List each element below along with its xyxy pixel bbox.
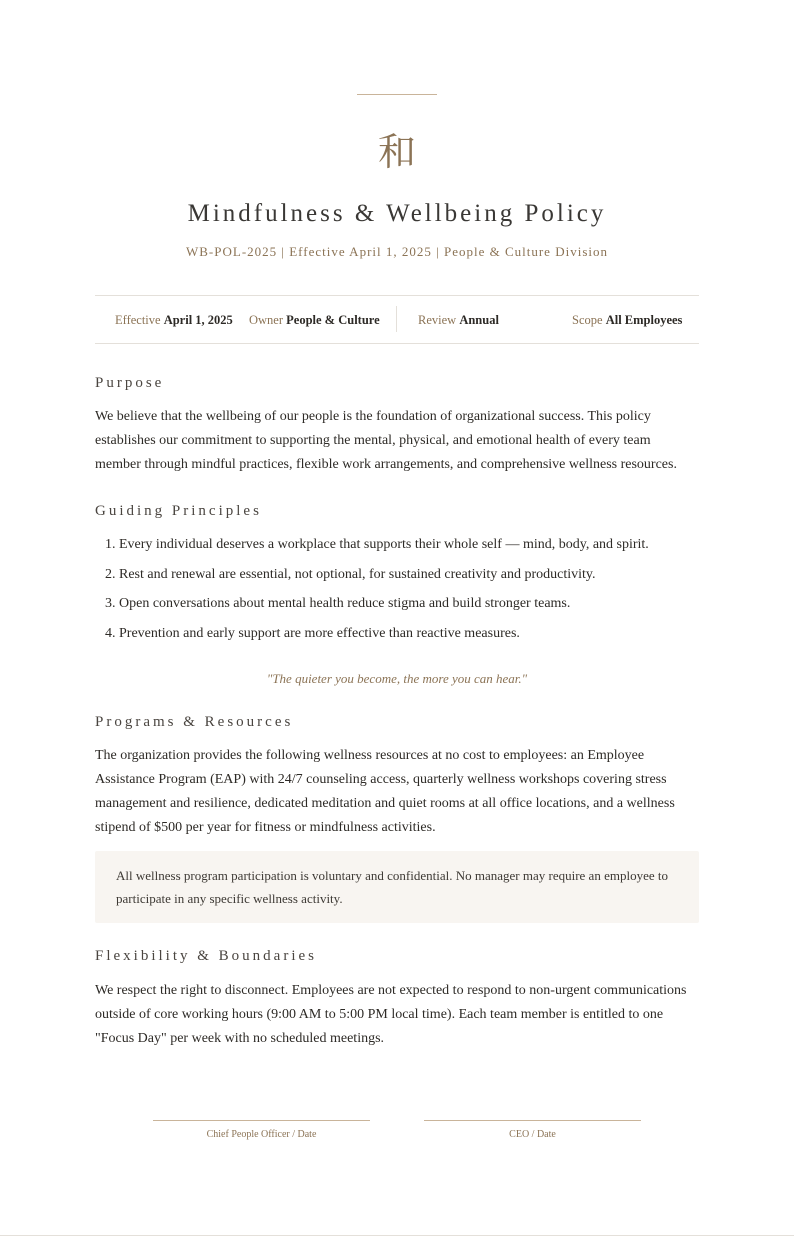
confidentiality-note	[95, 851, 699, 923]
principle-item: 2. Rest and renewal are essential, not optional, for sustained creativity and productivity.	[119, 563, 723, 587]
metadata-bar	[95, 295, 699, 344]
signature-line-ceo	[424, 1120, 641, 1141]
principles-heading: Guiding Principles	[95, 503, 262, 519]
principle-item: 3. Open conversations about mental health reduce stigma and build stronger teams.	[119, 592, 723, 616]
meta-owner-value: People & Culture	[286, 313, 380, 327]
meta-effective-label: Effective	[115, 313, 161, 327]
purpose-heading: Purpose	[95, 375, 165, 391]
emblem-glyph: 和	[377, 130, 416, 174]
meta-scope-label: Scope	[572, 313, 603, 327]
confidentiality-note-text: All wellness program participation is voluntary and confidential. No manager may require an employee to participate in any specific wellness activity.	[116, 868, 668, 906]
principle-item: 1. Every individual deserves a workplace that supports their whole self — mind, body, and spirit.	[119, 533, 723, 557]
meta-scope	[572, 312, 682, 328]
meta-divider	[396, 306, 397, 332]
principle-item: 4. Prevention and early support are more effective than reactive measures.	[119, 622, 723, 646]
purpose-body: We believe that the wellbeing of our people is the foundation of organizational success. This policy establishes our commitment to supporting the mental, physical, and emotional health of every team member through mindful practices, flexible work arrangements, and comprehensive wellness resources.	[95, 409, 677, 472]
meta-review-label: Review	[418, 313, 457, 327]
pull-quote: "The quieter you become, the more you can hear."	[266, 671, 528, 686]
document-subtitle: WB-POL-2025 | Effective April 1, 2025 | People & Culture Division	[185, 244, 608, 259]
programs-heading: Programs & Resources	[95, 714, 294, 730]
meta-owner-label: Owner	[249, 313, 284, 327]
page-bottom-rule	[0, 1235, 794, 1236]
principles-list	[95, 533, 723, 651]
meta-review	[418, 312, 499, 328]
signature-label-ceo: CEO / Date	[509, 1129, 556, 1140]
meta-effective	[115, 312, 233, 328]
flexibility-heading: Flexibility & Boundaries	[95, 948, 317, 964]
flexibility-body: We respect the right to disconnect. Employees are not expected to respond to non-urgent communications outside of core working hours (9:00 AM to 5:00 PM local time). Each team member is entitled to one "Focus Day" per week with no scheduled meetings.	[95, 983, 687, 1046]
top-accent-rule	[357, 94, 437, 95]
programs-body: The organization provides the following wellness resources at no cost to employees: an Employee Assistance Program (EAP) with 24/7 counseling access, quarterly wellness workshops covering stress management and resilience, dedicated meditation and quiet rooms at all office locations, and a wellness stipend of $500 per year for fitness or mindfulness activities.	[95, 748, 675, 835]
meta-effective-value: April 1, 2025	[163, 313, 233, 327]
signature-label-cpo: Chief People Officer / Date	[206, 1129, 317, 1140]
meta-review-value: Annual	[459, 313, 499, 327]
meta-owner	[249, 312, 380, 328]
meta-scope-value: All Employees	[605, 313, 683, 327]
signature-line-cpo	[153, 1120, 370, 1141]
page-title: Mindfulness & Wellbeing Policy	[187, 200, 607, 227]
